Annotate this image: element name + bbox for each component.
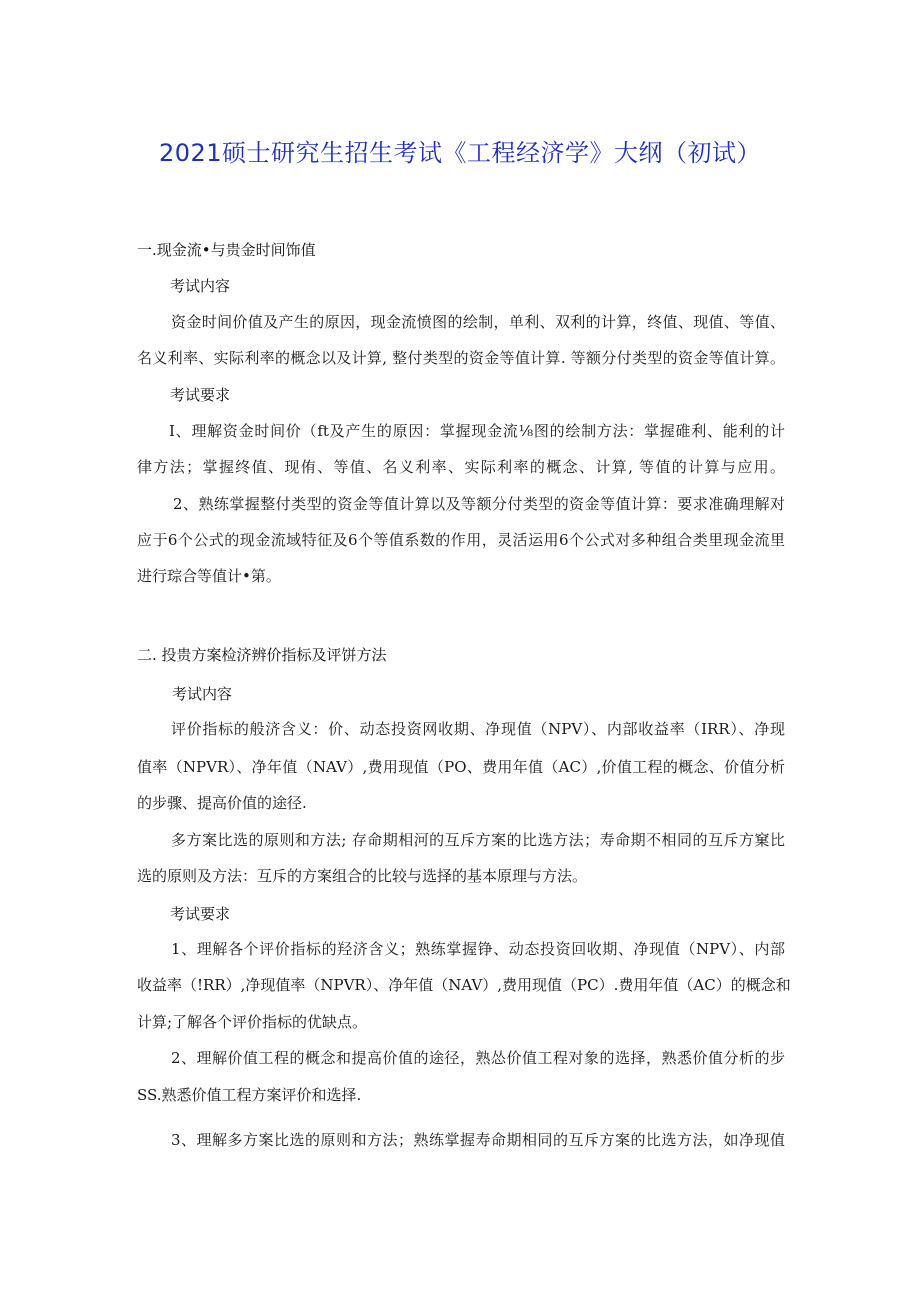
section-2-req-line-3: 计算;了解各个评价指标的优缺点。 <box>137 1013 368 1031</box>
section-1-req-line-5: 进行琮合等值计•第。 <box>137 567 281 585</box>
section-2-req-line-1: 1、理解各个评价指标的羟济含义；熟练掌握铮、动态投资回收期、净现值（NPV）、内部 <box>171 940 785 958</box>
section-2-content-line-5: 选的原则及方法：互斥的方案组合的比较与选择的基本原理与方法。 <box>137 867 588 885</box>
section-1-req-line-1: I、理解资金时间价（ft及产生的原因：掌握现金流⅛图的绘制方法：掌握碓利、能利的计 <box>169 422 785 440</box>
section-1-content-line-2: 名义利率、实际利率的概念以及计算, 整付类型的资金等值计算. 等额分付类型的资金等值计算。 <box>137 349 785 367</box>
section-2-content-line-2: 值率（NPVR）、净年值（NAV）,费用现值（PO、费用年值（AC）,价值工程的概念、价值分析 <box>137 758 785 776</box>
section-2-content-label: 考试内容 <box>172 685 233 703</box>
section-2-req-line-4: 2、理解价值工程的概念和提高价值的途径，熟怂价值工程对象的选择，熟悉价值分析的步 <box>171 1049 785 1067</box>
section-1-req-line-2: 律方法；掌握终值、现侑、等值、名义利率、实际利率的概念、计算, 等值的计算与应用。 <box>137 458 785 476</box>
section-2-content-line-1: 评价指标的般济含义：价、动态投资网收期、净现值（NPV）、内部收益率（IRR）、净现 <box>171 720 785 738</box>
section-2-req-line-2: 收益率（!RR）,净现值率（NPVR）、净年值（NAV）,费用现值（PC）.费用年值（AC）的概念和 <box>137 976 791 994</box>
section-2-req-label: 考试要求 <box>170 905 231 923</box>
section-2-heading: 二. 投贵方案检济辨价指标及评饼方法 <box>137 646 387 664</box>
section-2-req-line-6: 3、理解多方案比选的原则和方法；熟练掌握寿命期相同的互斥方案的比选方法，如净现值 <box>171 1131 785 1149</box>
section-1-content-label: 考试内容 <box>170 277 231 295</box>
document-title: 2021硕士研究生招生考试《工程经济学》大纲（初试） <box>158 139 762 167</box>
section-2-req-line-5: SS.熟悉价值工程方案评价和选择. <box>137 1086 362 1104</box>
section-1-content-line-1: 资金时间价值及产生的原因，现金流愤图的绘制，单利、双利的计算，终值、现值、等值、 <box>171 313 785 331</box>
section-1-req-label: 考试要求 <box>170 386 231 404</box>
section-1-req-line-3: 2、熟练掌握整付类型的资金等值计算以及等额分付类型的资金等值计算：要求准确理解对 <box>173 495 785 513</box>
section-1-req-line-4: 应于6个公式的现金流域特征及6个等值系数的作用，灵活运用6个公式对多种组合类里现金流里 <box>137 531 785 549</box>
section-2-content-line-3: 的步骤、提高价值的途径. <box>137 794 307 812</box>
section-1-heading: 一.现金流•与贵金时间饰值 <box>137 241 316 259</box>
section-2-content-line-4: 多方案比选的原则和方法; 存命期相河的互斥方案的比选方法；寿命期不相同的互斥方窠比 <box>171 831 785 849</box>
